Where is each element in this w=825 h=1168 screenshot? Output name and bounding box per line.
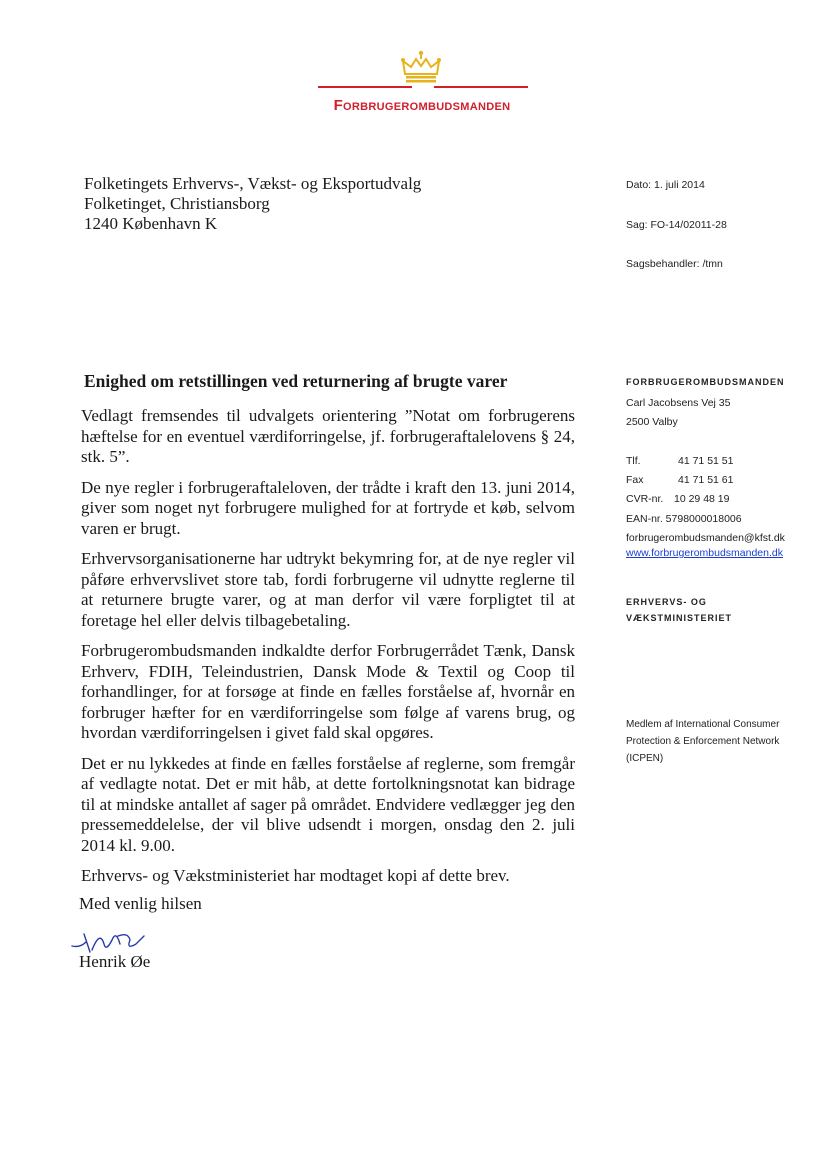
sidebar-address-city: 2500 Valby bbox=[626, 416, 678, 428]
body-paragraph: De nye regler i forbrugeraftaleloven, der trådte i kraft den 13. juni 2014, giver som noget nyt forbrugere mulighed for at fortryde et køb, selvom varen er brugt. bbox=[81, 477, 575, 538]
cvr-label: CVR-nr. bbox=[626, 493, 664, 505]
phone-row bbox=[626, 455, 733, 467]
ministry-line-1: ERHVERVS- OG bbox=[626, 597, 707, 607]
date-field: Dato: 1. juli 2014 bbox=[626, 179, 705, 191]
icpen-line-2: Protection & Enforcement Network bbox=[626, 736, 780, 747]
phone-value: 41 71 51 51 bbox=[678, 455, 734, 467]
email-address[interactable]: forbrugerombudsmanden@kfst.dk bbox=[626, 532, 785, 544]
icpen-line-1: Medlem af International Consumer bbox=[626, 719, 780, 730]
cvr-value: 10 29 48 19 bbox=[674, 493, 730, 505]
website-link[interactable]: www.forbrugerombudsmanden.dk bbox=[626, 547, 783, 559]
ministry-line-2: VÆKSTMINISTERIET bbox=[626, 613, 733, 623]
sidebar-address-street: Carl Jacobsens Vej 35 bbox=[626, 397, 731, 409]
ean-number: EAN-nr. 5798000018006 bbox=[626, 513, 742, 525]
body-paragraph: Vedlagt fremsendes til udvalgets orientering ”Notat om forbrugerens hæftelse for en eventuel værdiforringelse, jf. forbrugeraftalelovens § 24, stk. 5”. bbox=[81, 406, 575, 466]
recipient-address bbox=[84, 174, 421, 234]
fax-row bbox=[626, 474, 733, 486]
body-paragraph: Erhvervsorganisationerne har udtrykt bekymring for, at de nye regler vil påføre erhvervslivet store tab, fordi forbrugerne vil udnytte reglerne til at returnere brugte varer, og at man derfor vil være forpligtet til at foretage hel eller delvis tilbagebetaling. bbox=[81, 549, 575, 630]
closing-greeting: Med venlig hilsen bbox=[79, 894, 202, 913]
case-handler: Sagsbehandler: /tmn bbox=[626, 258, 723, 270]
letter-subject: Enighed om retstillingen ved returnering af brugte varer bbox=[84, 371, 508, 391]
sidebar-org-name: FORBRUGEROMBUDSMANDEN bbox=[626, 377, 785, 387]
case-number: Sag: FO-14/02011-28 bbox=[626, 219, 727, 231]
letter-body bbox=[81, 406, 575, 897]
fax-value: 41 71 51 61 bbox=[678, 474, 734, 486]
body-paragraph: Det er nu lykkedes at finde en fælles forståelse af reglerne, som fremgår af vedlagte notat. Det er mit håb, at dette fortolkningsnotat kan bidrage til at mindske antallet af sager på området. Endvidere vedlægger jeg den pressemeddelelse, der vil blive udsendt i morgen, onsdag den 2. juli 2014 kl. 9.00. bbox=[81, 753, 575, 855]
icpen-membership bbox=[626, 716, 779, 767]
letterhead-rule-right bbox=[434, 86, 528, 88]
crown-icon bbox=[396, 50, 446, 86]
phone-label: Tlf. bbox=[626, 455, 641, 467]
fax-label: Fax bbox=[626, 474, 644, 486]
recipient-line-1: Folketingets Erhvervs-, Vækst- og Eksportudvalg bbox=[84, 174, 422, 193]
icpen-line-3: (ICPEN) bbox=[626, 753, 664, 764]
recipient-line-3: 1240 København K bbox=[84, 214, 218, 233]
body-paragraph: Erhvervs- og Vækstministeriet har modtaget kopi af dette brev. bbox=[81, 866, 510, 885]
letterhead-rule-left bbox=[318, 86, 412, 88]
body-paragraph: Forbrugerombudsmanden indkaldte derfor Forbrugerrådet Tænk, Dansk Erhverv, FDIH, Teleindustrien, Dansk Mode & Textil og Coop til forhandlinger, for at forsøge at finde en fælles forståelse af, hvornår en forbruger hæfter for en værdiforringelse som følge af varens brug, og hvordan værdiforringelsen i givet fald skal opgøres. bbox=[81, 641, 575, 742]
cvr-row bbox=[626, 493, 729, 505]
ministry-name bbox=[626, 594, 732, 626]
org-logo-text: Forbrugerombudsmanden bbox=[333, 97, 511, 114]
recipient-line-2: Folketinget, Christiansborg bbox=[84, 194, 270, 213]
signer-name: Henrik Øe bbox=[79, 952, 151, 971]
